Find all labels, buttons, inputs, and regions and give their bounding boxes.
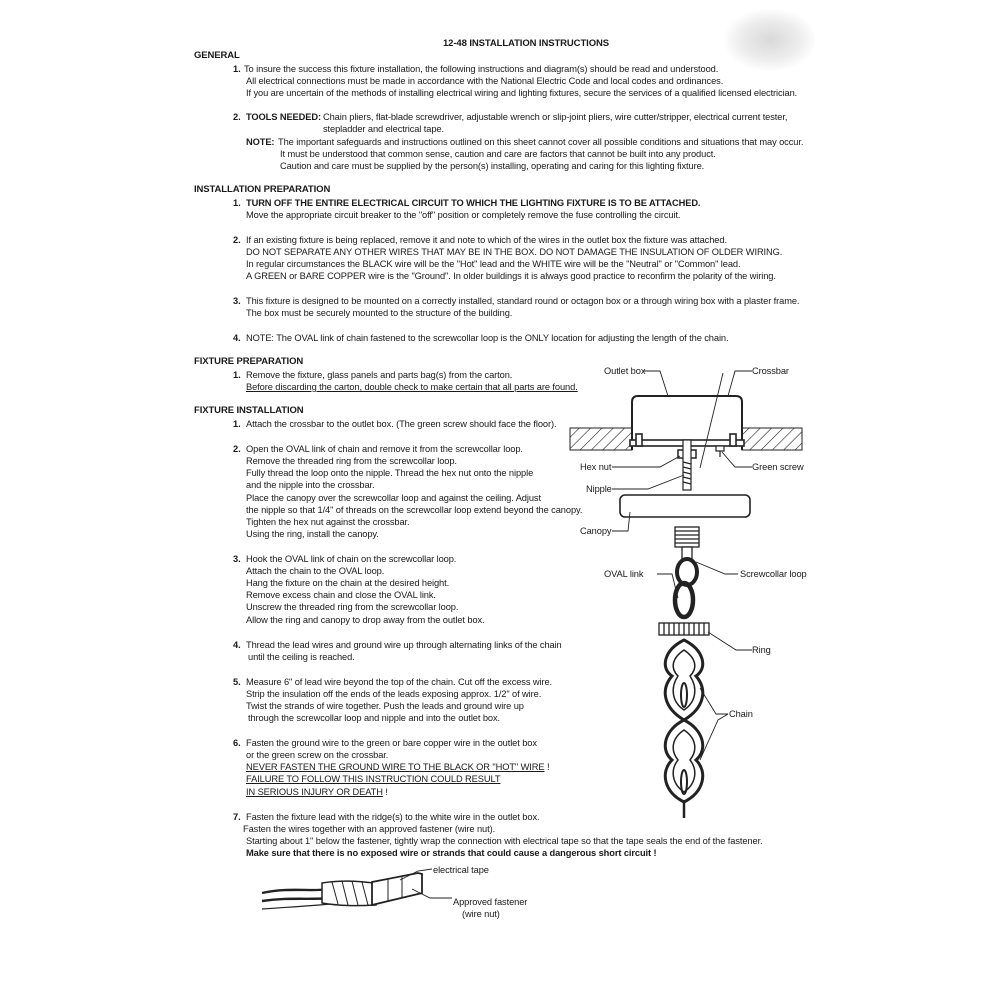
oval-link <box>675 583 693 617</box>
step4-line: until the ceiling is reached. <box>248 652 355 662</box>
step7-line: Starting about 1" below the fastener, tightly wrap the connection with electrical tape so that the tape seals the end of the fastener. <box>246 836 763 846</box>
label-ring: Ring <box>752 645 771 655</box>
step6-warning-underlined: NEVER FASTEN THE GROUND WIRE TO THE BLACK OR "HOT" WIRE <box>246 762 545 772</box>
general-item1-line: To insure the success this fixture installation, the following instructions and diagram(s) should be read and understood. <box>244 64 719 74</box>
step1-number: 1. <box>233 419 241 429</box>
section-installation-prep-heading: INSTALLATION PREPARATION <box>194 184 331 195</box>
prep-item2-line: DO NOT SEPARATE ANY OTHER WIRES THAT MAY BE IN THE BOX. DO NOT DAMAGE THE INSULATION OF OLDER WIRING. <box>246 247 783 257</box>
step7-line: Fasten the wires together with an approved fastener (wire nut). <box>243 824 496 834</box>
note-line: The important safeguards and instructions outlined on this sheet cannot cover all possible conditions and situations that may occur. <box>278 137 804 147</box>
prep-item3-line: The box must be securely mounted to the structure of the building. <box>246 308 513 318</box>
step5-number: 5. <box>233 677 241 687</box>
prep-item2-line: A GREEN or BARE COPPER wire is the "Ground". In older buildings it is always good practice to reconfirm the polarity of the wiring. <box>246 271 776 281</box>
label-approved-fastener: Approved fastener <box>453 897 528 907</box>
step3-line: Hook the OVAL link of chain on the screwcollar loop. <box>246 554 457 564</box>
step6-line: Fasten the ground wire to the green or bare copper wire in the outlet box <box>246 738 537 748</box>
fixture-prep-line: Remove the fixture, glass panels and parts bag(s) from the carton. <box>246 370 513 380</box>
note-line: It must be understood that common sense, caution and care are factors that cannot be built into any product. <box>280 149 716 159</box>
label-wire-nut: (wire nut) <box>462 909 500 919</box>
label-nipple: Nipple <box>586 484 612 494</box>
section-general-heading: GENERAL <box>194 50 240 61</box>
step5-line: Twist the strands of wire together. Push the leads and ground wire up <box>246 701 524 711</box>
step2-line: Remove the threaded ring from the screwcollar loop. <box>246 456 457 466</box>
step6-line: or the green screw on the crossbar. <box>246 750 389 760</box>
tools-needed-text: Chain pliers, flat-blade screwdriver, adjustable wrench or slip-joint pliers, wire cutter/stripper, electrical current tester, <box>323 112 788 122</box>
step2-line: Using the ring, install the canopy. <box>246 529 379 539</box>
general-item1-line: All electrical connections must be made in accordance with the National Electric Code and local codes and ordinances. <box>246 76 724 86</box>
prep-item1-number: 1. <box>233 198 241 208</box>
prep-item2-number: 2. <box>233 235 241 245</box>
label-oval-link: OVAL link <box>604 569 644 579</box>
label-outlet-box: Outlet box <box>604 366 646 376</box>
step7-line: Fasten the fixture lead with the ridge(s) to the white wire in the outlet box. <box>246 812 540 822</box>
step5-line: Measure 6" of lead wire beyond the top of the chain. Cut off the excess wire. <box>246 677 553 687</box>
tools-needed-label: TOOLS NEEDED: <box>246 112 321 122</box>
canopy <box>620 495 750 517</box>
green-screw <box>716 446 724 457</box>
step2-number: 2. <box>233 444 241 454</box>
step3-line: Unscrew the threaded ring from the screwcollar loop. <box>246 602 459 612</box>
step5-line: through the screwcollar loop and nipple and into the outlet box. <box>248 713 501 723</box>
step2-line: Open the OVAL link of chain and remove it from the screwcollar loop. <box>246 444 523 454</box>
prep-item3-number: 3. <box>233 296 241 306</box>
step6-warning-line: FAILURE TO FOLLOW THIS INSTRUCTION COULD RESULT <box>246 774 501 784</box>
step6-warning-underlined: IN SERIOUS INJURY OR DEATH <box>246 787 383 797</box>
label-green-screw: Green screw <box>752 462 804 472</box>
step2-line: Place the canopy over the screwcollar loop and against the ceiling. Adjust <box>246 493 541 503</box>
prep-item2-line: In regular circumstances the BLACK wire will be the "Hot" lead and the WHITE wire will be the "Neutral" or "Common" lead. <box>246 259 741 269</box>
screwcollar-loop <box>675 527 699 585</box>
step2-line: and the nipple into the crossbar. <box>246 480 375 490</box>
step6-warning-suffix: ! <box>544 762 550 772</box>
step3-line: Allow the ring and canopy to drop away from the outlet box. <box>246 615 485 625</box>
label-chain: Chain <box>729 709 753 719</box>
prep-item3-line: This fixture is designed to be mounted on a correctly installed, standard round or octagon box or a through wiring box with a plaster frame. <box>246 296 800 306</box>
step4-number: 4. <box>233 640 241 650</box>
step7-number: 7. <box>233 812 241 822</box>
nipple <box>683 440 691 490</box>
prep-item4-line: NOTE: The OVAL link of chain fastened to the screwcollar loop is the ONLY location for adjusting the length of the chain. <box>246 333 729 343</box>
step1-line: Attach the crossbar to the outlet box. (The green screw should face the floor). <box>246 419 557 429</box>
prep-item1-warning: TURN OFF THE ENTIRE ELECTRICAL CIRCUIT TO WHICH THE LIGHTING FIXTURE IS TO BE ATTACHED. <box>246 198 701 208</box>
page-title: 12-48 INSTALLATION INSTRUCTIONS <box>443 38 609 49</box>
label-crossbar: Crossbar <box>752 366 789 376</box>
section-fixture-install-heading: FIXTURE INSTALLATION <box>194 405 304 416</box>
general-item1-line: If you are uncertain of the methods of installing electrical wiring and lighting fixtures, secure the services of a qualified licensed electrician. <box>246 88 798 98</box>
note-label: NOTE: <box>246 137 275 147</box>
fixture-prep-line-underlined: Before discarding the carton, double check to make certain that all parts are found. <box>246 382 578 392</box>
ring <box>659 623 709 635</box>
prep-item1-line: Move the appropriate circuit breaker to the "off" position or completely remove the fuse controlling the circuit. <box>246 210 681 220</box>
step6-warning-suffix: ! <box>382 787 388 797</box>
chain <box>665 640 703 818</box>
step3-line: Remove excess chain and close the OVAL link. <box>246 590 436 600</box>
tools-needed-text: stepladder and electrical tape. <box>323 124 444 134</box>
prep-item2-line: If an existing fixture is being replaced, remove it and note to which of the wires in the outlet box the fixture was attached. <box>246 235 727 245</box>
step4-line: Thread the lead wires and ground wire up through alternating links of the chain <box>246 640 562 650</box>
label-hex-nut: Hex nut <box>580 462 612 472</box>
label-electrical-tape: electrical tape <box>433 865 489 875</box>
note-line: Caution and care must be supplied by the person(s) installing, operating and caring for this lighting fixture. <box>280 161 705 171</box>
step7-bold-warning: Make sure that there is no exposed wire or strands that could cause a dangerous short circuit ! <box>246 848 657 858</box>
step2-line: the nipple so that 1/4" of threads on the screwcollar loop extend beyond the canopy. <box>246 505 583 515</box>
general-item2-number: 2. <box>233 112 241 122</box>
wire-splice <box>262 869 452 909</box>
general-item1-number: 1. <box>233 64 241 74</box>
prep-item4-number: 4. <box>233 333 241 343</box>
step3-line: Attach the chain to the OVAL loop. <box>246 566 385 576</box>
label-canopy: Canopy <box>580 526 612 536</box>
step3-number: 3. <box>233 554 241 564</box>
section-fixture-prep-heading: FIXTURE PREPARATION <box>194 356 304 367</box>
step2-line: Fully thread the loop onto the nipple. Thread the hex nut onto the nipple <box>246 468 534 478</box>
step2-line: Tighten the hex nut against the crossbar. <box>246 517 410 527</box>
fixture-prep-item1-number: 1. <box>233 370 241 380</box>
step3-line: Hang the fixture on the chain at the desired height. <box>246 578 450 588</box>
step6-number: 6. <box>233 738 241 748</box>
label-screwcollar-loop: Screwcollar loop <box>740 569 807 579</box>
step5-line: Strip the insulation off the ends of the leads exposing approx. 1/2" of wire. <box>246 689 542 699</box>
